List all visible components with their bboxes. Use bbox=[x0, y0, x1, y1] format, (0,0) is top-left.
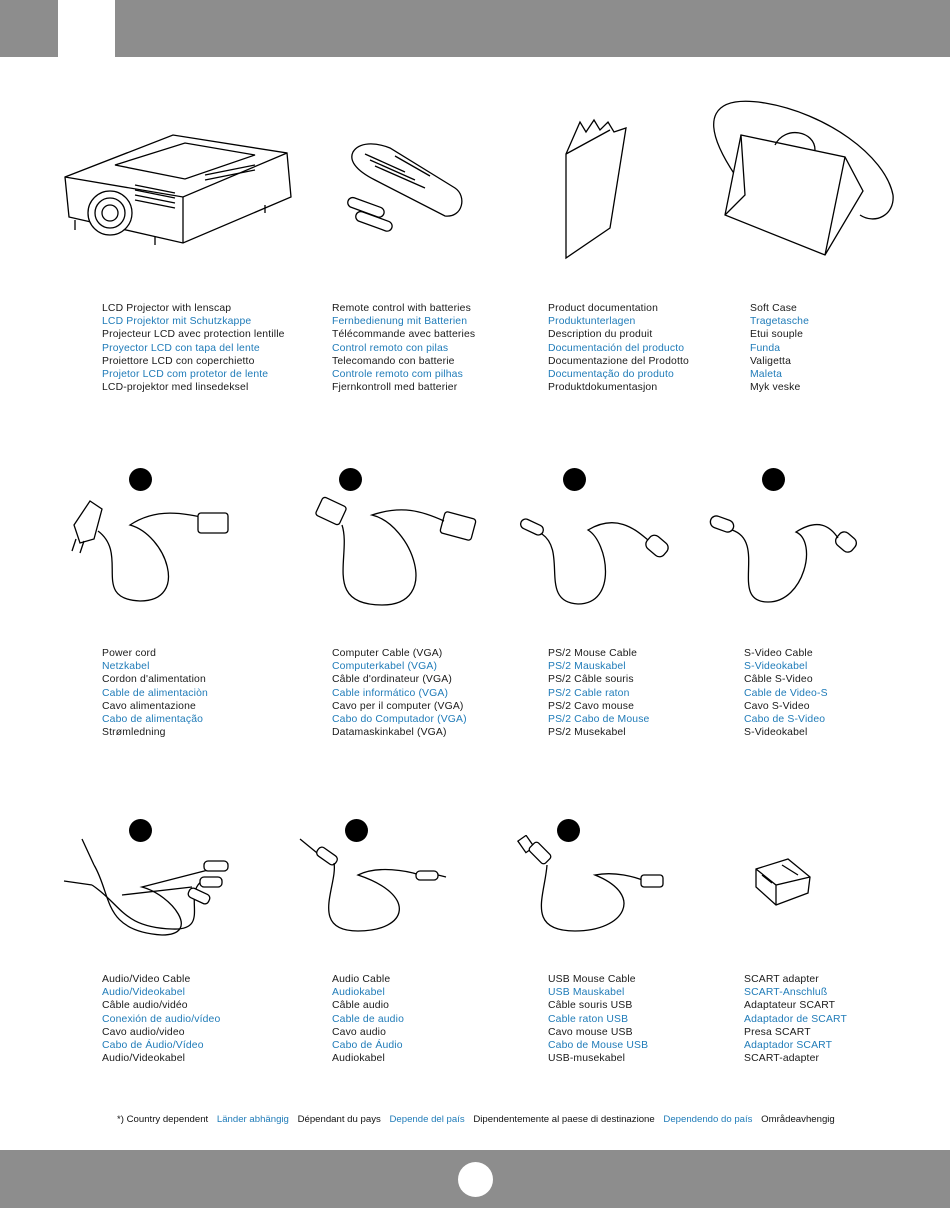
country-dependent-marker bbox=[762, 468, 785, 491]
label-german: Computerkabel (VGA) bbox=[332, 661, 438, 673]
country-dependent-marker bbox=[345, 819, 368, 842]
label-french: Câble S-Video bbox=[744, 674, 813, 686]
header-band bbox=[0, 0, 950, 57]
label-norwegian: PS/2 Musekabel bbox=[548, 727, 626, 739]
label-portuguese: Maleta bbox=[750, 369, 783, 381]
label-norwegian: SCART-adapter bbox=[744, 1053, 820, 1065]
soft-case-illustration bbox=[695, 95, 900, 265]
av-cable-illustration bbox=[62, 835, 232, 940]
documentation-illustration bbox=[560, 118, 635, 263]
label-italian: Valigetta bbox=[750, 355, 792, 367]
label-italian: Cavo alimentazione bbox=[102, 700, 196, 712]
item-label-block bbox=[102, 647, 208, 739]
label-italian: Presa SCART bbox=[744, 1026, 811, 1038]
label-portuguese: Controle remoto com pilhas bbox=[332, 369, 463, 381]
item-label-block bbox=[548, 973, 648, 1065]
label-french: Télécommande avec batteries bbox=[332, 329, 476, 341]
country-dependent-marker bbox=[339, 468, 362, 491]
country-dependent-marker bbox=[129, 819, 152, 842]
label-french: Etui souple bbox=[750, 329, 804, 341]
label-spanish: Cable de Video-S bbox=[744, 687, 828, 699]
label-french: Adaptateur SCART bbox=[744, 1000, 836, 1012]
label-portuguese: Cabo do Computador (VGA) bbox=[332, 714, 467, 726]
item-label-block bbox=[332, 302, 475, 394]
country-dependent-note bbox=[117, 1114, 841, 1125]
label-english: Remote control with batteries bbox=[332, 303, 471, 314]
label-norwegian: USB-musekabel bbox=[548, 1053, 626, 1065]
label-german: USB Mauskabel bbox=[548, 987, 625, 999]
scart-adapter-illustration bbox=[752, 855, 814, 910]
label-portuguese: Cabo de alimentação bbox=[102, 714, 204, 726]
label-norwegian: LCD-projektor med linsedeksel bbox=[102, 382, 249, 394]
label-english: S-Video Cable bbox=[744, 648, 813, 659]
label-spanish: PS/2 Cable raton bbox=[548, 687, 630, 699]
label-spanish: Cable raton USB bbox=[548, 1013, 629, 1025]
label-german: LCD Projektor mit Schutzkappe bbox=[102, 316, 252, 328]
label-portuguese: Documentação do produto bbox=[548, 369, 674, 381]
label-french: Câble audio/vidéo bbox=[102, 1000, 188, 1012]
vga-cable-illustration bbox=[312, 495, 482, 610]
label-spanish: Documentación del producto bbox=[548, 342, 685, 354]
label-german: PS/2 Mauskabel bbox=[548, 661, 626, 673]
label-norwegian: Datamaskinkabel (VGA) bbox=[332, 727, 447, 739]
label-portuguese: Cabo de Áudio bbox=[332, 1040, 403, 1052]
label-english: Audio/Video Cable bbox=[102, 974, 191, 985]
label-portuguese: Cabo de Mouse USB bbox=[548, 1040, 649, 1052]
label-italian: Cavo per il computer (VGA) bbox=[332, 700, 464, 712]
item-label-block bbox=[102, 302, 285, 394]
item-label-block bbox=[750, 302, 809, 394]
usb-cable-illustration bbox=[515, 835, 675, 935]
label-spanish: Cable informático (VGA) bbox=[332, 687, 449, 699]
label-spanish: Conexión de audio/vídeo bbox=[102, 1013, 221, 1025]
label-german: Produktunterlagen bbox=[548, 316, 636, 328]
page-tab bbox=[58, 0, 115, 57]
label-portuguese: Cabo de Áudio/Vídeo bbox=[102, 1040, 204, 1052]
label-spanish: Cable de alimentaciòn bbox=[102, 687, 208, 699]
label-italian: Cavo audio/video bbox=[102, 1026, 185, 1038]
label-english: Soft Case bbox=[750, 303, 797, 314]
label-english: LCD Projector with lenscap bbox=[102, 303, 232, 314]
label-french: PS/2 Câble souris bbox=[548, 674, 634, 686]
item-label-block bbox=[548, 647, 649, 739]
note-norwegian: Områdeavhengig bbox=[761, 1114, 835, 1125]
label-english: Computer Cable (VGA) bbox=[332, 648, 443, 659]
page-number-circle bbox=[458, 1162, 493, 1197]
item-label-block bbox=[102, 973, 220, 1065]
item-label-block bbox=[744, 973, 847, 1065]
label-french: Projecteur LCD avec protection lentille bbox=[102, 329, 285, 341]
label-english: USB Mouse Cable bbox=[548, 974, 636, 985]
ps2-cable-illustration bbox=[518, 512, 673, 607]
label-spanish: Cable de audio bbox=[332, 1013, 405, 1025]
label-norwegian: Produktdokumentasjon bbox=[548, 382, 658, 394]
label-english: Power cord bbox=[102, 648, 157, 659]
item-label-block bbox=[744, 647, 828, 739]
note-french: Dépendant du pays bbox=[297, 1114, 381, 1125]
svideo-cable-illustration bbox=[708, 512, 863, 607]
label-english: PS/2 Mouse Cable bbox=[548, 648, 638, 659]
label-german: SCART-Anschluß bbox=[744, 987, 828, 999]
label-french: Câble d'ordinateur (VGA) bbox=[332, 674, 452, 686]
label-french: Câble souris USB bbox=[548, 1000, 633, 1012]
country-dependent-marker bbox=[557, 819, 580, 842]
note-italian: Dipendentemente al paese di destinazione bbox=[473, 1114, 655, 1125]
note-english: *) Country dependent bbox=[117, 1114, 209, 1125]
label-norwegian: Audiokabel bbox=[332, 1053, 385, 1065]
label-french: Câble audio bbox=[332, 1000, 390, 1012]
label-norwegian: S-Videokabel bbox=[744, 727, 808, 739]
label-french: Description du produit bbox=[548, 329, 653, 341]
label-spanish: Proyector LCD con tapa del lente bbox=[102, 342, 260, 354]
label-spanish: Adaptador de SCART bbox=[744, 1013, 848, 1025]
label-portuguese: Cabo de S-Video bbox=[744, 714, 826, 726]
label-italian: Telecomando con batterie bbox=[332, 355, 455, 367]
note-portuguese: Dependendo do país bbox=[663, 1114, 753, 1125]
label-portuguese: Projetor LCD com protetor de lente bbox=[102, 369, 269, 381]
label-german: S-Videokabel bbox=[744, 661, 808, 673]
projector-illustration bbox=[55, 125, 295, 255]
remote-illustration bbox=[345, 140, 470, 240]
label-italian: Proiettore LCD con coperchietto bbox=[102, 355, 255, 367]
label-french: Cordon d'alimentation bbox=[102, 674, 206, 686]
label-english: SCART adapter bbox=[744, 974, 819, 985]
label-italian: Cavo S-Video bbox=[744, 700, 810, 712]
label-italian: Cavo mouse USB bbox=[548, 1026, 633, 1038]
label-italian: Cavo audio bbox=[332, 1026, 387, 1038]
label-spanish: Funda bbox=[750, 342, 781, 354]
label-norwegian: Strømledning bbox=[102, 727, 166, 739]
label-german: Netzkabel bbox=[102, 661, 150, 673]
label-english: Audio Cable bbox=[332, 974, 391, 985]
label-english: Product documentation bbox=[548, 303, 659, 314]
label-italian: Documentazione del Prodotto bbox=[548, 355, 689, 367]
label-norwegian: Myk veske bbox=[750, 382, 801, 394]
label-german: Fernbedienung mit Batterien bbox=[332, 316, 468, 328]
power-cord-illustration bbox=[70, 495, 235, 605]
label-german: Tragetasche bbox=[750, 316, 810, 328]
item-label-block bbox=[332, 973, 404, 1065]
label-portuguese: Adaptador SCART bbox=[744, 1040, 833, 1052]
label-italian: PS/2 Cavo mouse bbox=[548, 700, 634, 712]
label-portuguese: PS/2 Cabo de Mouse bbox=[548, 714, 650, 726]
label-norwegian: Audio/Videokabel bbox=[102, 1053, 186, 1065]
audio-cable-illustration bbox=[298, 835, 448, 935]
item-label-block bbox=[548, 302, 689, 394]
note-german: Länder abhängig bbox=[216, 1114, 289, 1125]
label-spanish: Control remoto con pilas bbox=[332, 342, 449, 354]
item-label-block bbox=[332, 647, 467, 739]
country-dependent-marker bbox=[129, 468, 152, 491]
note-spanish: Depende del país bbox=[389, 1114, 465, 1125]
label-german: Audiokabel bbox=[332, 987, 385, 999]
label-norwegian: Fjernkontroll med batterier bbox=[332, 382, 458, 394]
label-german: Audio/Videokabel bbox=[102, 987, 186, 999]
country-dependent-marker bbox=[563, 468, 586, 491]
